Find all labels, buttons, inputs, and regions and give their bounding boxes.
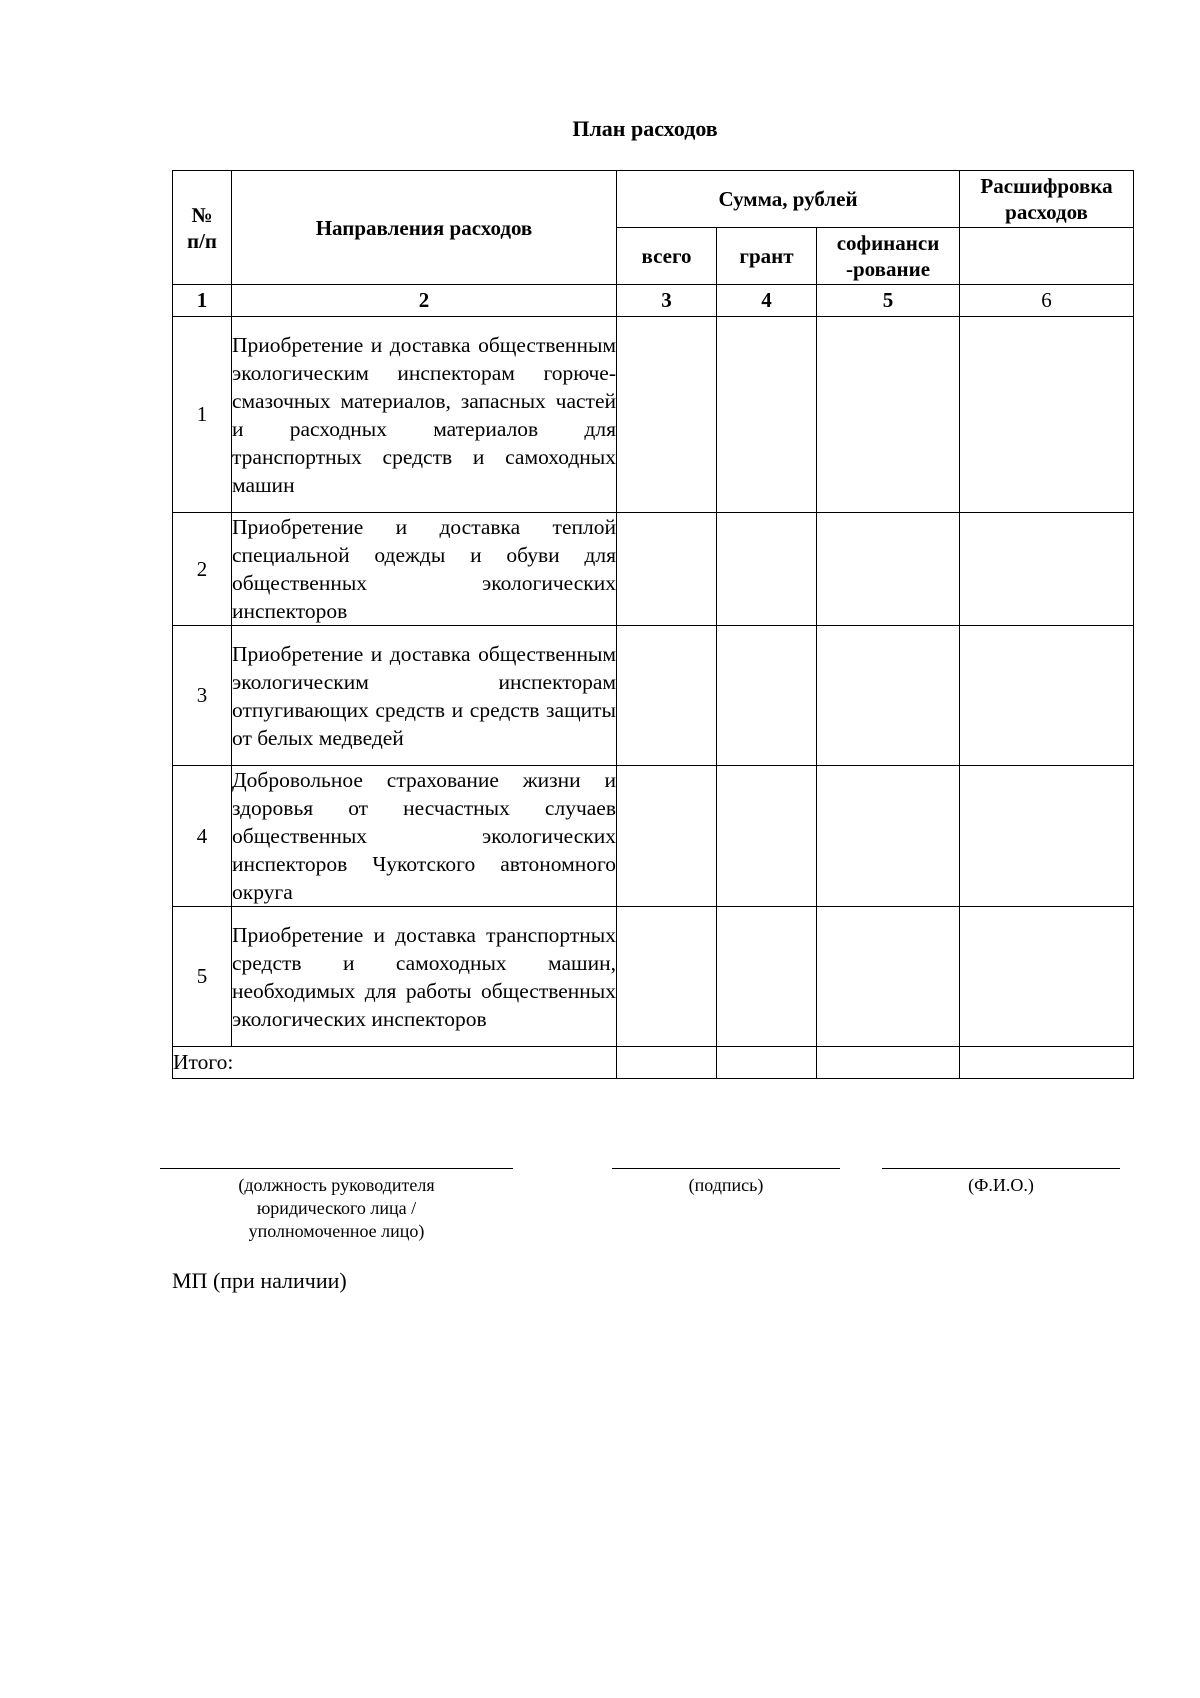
expense-plan-table xyxy=(172,170,1134,1079)
row-number: 1 xyxy=(173,317,232,513)
row-cofin xyxy=(817,907,960,1047)
row-number: 3 xyxy=(173,626,232,766)
header-sum-total: всего xyxy=(617,228,717,285)
page-title: План расходов xyxy=(572,116,718,141)
position-caption-line2: юридического лица / xyxy=(256,1198,417,1218)
header-cofin-line1: софинанси xyxy=(836,231,940,255)
row-grant xyxy=(717,766,817,907)
header-row-1 xyxy=(173,171,1134,228)
col-number: 6 xyxy=(960,285,1134,317)
header-breakdown-line1: Расшифровка xyxy=(980,174,1113,198)
position-caption-line1: (должность руководителя xyxy=(238,1175,435,1195)
header-breakdown xyxy=(960,171,1134,228)
row-breakdown xyxy=(960,766,1134,907)
row-cofin xyxy=(817,766,960,907)
col-number: 1 xyxy=(173,285,232,317)
row-breakdown xyxy=(960,317,1134,513)
row-direction: Приобретение и доставка общественным экологическим инспекторам отпугивающих средств и средств защиты от белых медведей xyxy=(232,626,617,766)
total-grant xyxy=(717,1047,817,1079)
header-breakdown-sub xyxy=(960,228,1134,285)
header-sum-cofin xyxy=(817,228,960,285)
header-direction: Направления расходов xyxy=(232,171,617,285)
position-caption-line3: уполномоченное лицо) xyxy=(248,1221,425,1241)
table-row xyxy=(173,626,1134,766)
name-signature-line xyxy=(882,1168,1120,1169)
row-grant xyxy=(717,626,817,766)
row-cofin xyxy=(817,317,960,513)
signature-caption: (подпись) xyxy=(688,1175,764,1195)
col-number: 5 xyxy=(817,285,960,317)
row-direction: Добровольное страхование жизни и здоровья от несчастных случаев общественных экологических инспекторов Чукотского автономного округа xyxy=(232,766,617,907)
header-breakdown-line2: расходов xyxy=(1005,200,1088,224)
row-breakdown xyxy=(960,907,1134,1047)
header-num xyxy=(173,171,232,285)
row-grant xyxy=(717,907,817,1047)
row-direction: Приобретение и доставка общественным экологическим инспекторам горюче-смазочных материалов, запасных частей и расходных материалов для транспортных средств и самоходных машин xyxy=(232,317,617,513)
table-row xyxy=(173,513,1134,626)
row-number: 4 xyxy=(173,766,232,907)
table-row xyxy=(173,766,1134,907)
total-label: Итого: xyxy=(173,1047,617,1079)
col-number: 3 xyxy=(617,285,717,317)
table-row xyxy=(173,907,1134,1047)
row-breakdown xyxy=(960,513,1134,626)
stamp-note: МП (при наличии) xyxy=(172,1268,347,1293)
row-number: 2 xyxy=(173,513,232,626)
row-total xyxy=(617,766,717,907)
position-caption xyxy=(160,1174,513,1243)
row-grant xyxy=(717,317,817,513)
position-signature-line xyxy=(160,1168,513,1169)
row-cofin xyxy=(817,626,960,766)
col-number: 4 xyxy=(717,285,817,317)
row-grant xyxy=(717,513,817,626)
table-row xyxy=(173,317,1134,513)
header-cofin-line2: -рование xyxy=(846,257,931,281)
header-sum-grant: грант xyxy=(717,228,817,285)
total-cofin xyxy=(817,1047,960,1079)
row-direction: Приобретение и доставка теплой специальной одежды и обуви для общественных экологических инспекторов xyxy=(232,513,617,626)
col-number: 2 xyxy=(232,285,617,317)
row-cofin xyxy=(817,513,960,626)
header-sum-group: Сумма, рублей xyxy=(617,171,960,228)
header-num-line2: п/п xyxy=(186,228,218,253)
signature-line xyxy=(612,1168,840,1169)
total-sum xyxy=(617,1047,717,1079)
row-total xyxy=(617,317,717,513)
row-number: 5 xyxy=(173,907,232,1047)
row-total xyxy=(617,513,717,626)
name-caption: (Ф.И.О.) xyxy=(968,1175,1034,1195)
row-total xyxy=(617,626,717,766)
total-breakdown xyxy=(960,1047,1134,1079)
column-number-row xyxy=(173,285,1134,317)
header-num-line1: № xyxy=(191,202,213,227)
row-total xyxy=(617,907,717,1047)
row-direction: Приобретение и доставка транспортных средств и самоходных машин, необходимых для работы общественных экологических инспекторов xyxy=(232,907,617,1047)
total-row xyxy=(173,1047,1134,1079)
row-breakdown xyxy=(960,626,1134,766)
